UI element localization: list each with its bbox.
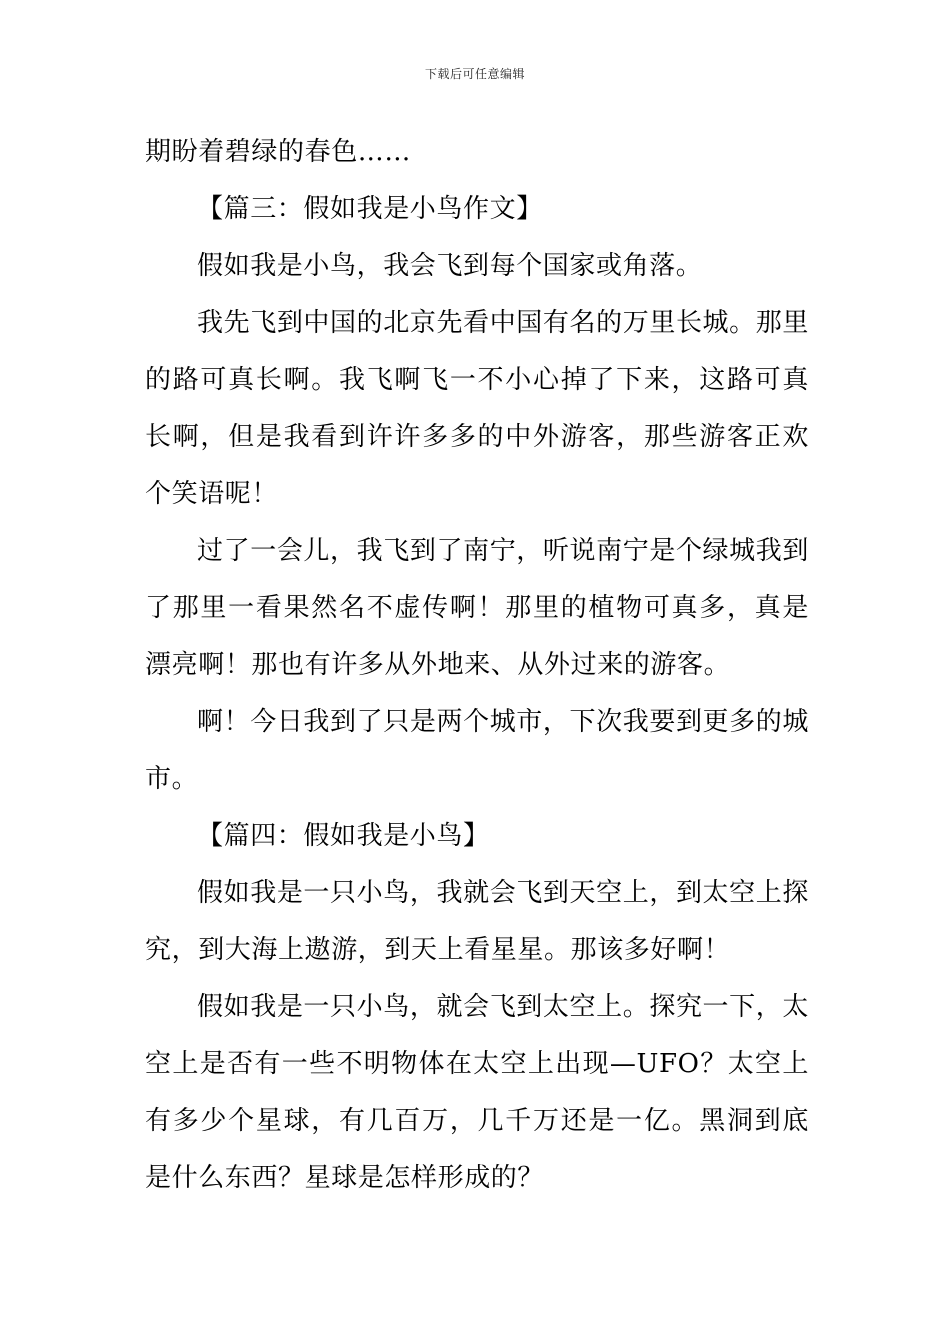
page-header: 下载后可任意编辑: [424, 67, 525, 81]
paragraph: 假如我是一只小鸟，我就会飞到天空上，到太空上探究，到大海上遨游，到天上看星星。那该多好啊！: [145, 878, 809, 965]
document-body: [145, 124, 809, 1207]
paragraph-continuation: 期盼着碧绿的春色……: [145, 137, 412, 167]
paragraph: 我先飞到中国的北京先看中国有名的万里长城。那里的路可真长啊。我飞啊飞一不小心掉了下来，这路可真长啊，但是我看到许许多多的中外游客，那些游客正欢个笑语呢！: [145, 308, 809, 509]
paragraph: 假如我是小鸟，我会飞到每个国家或角落。: [197, 251, 703, 281]
paragraph: 啊！今日我到了只是两个城市，下次我要到更多的城市。: [145, 707, 809, 794]
paragraph: 过了一会儿，我飞到了南宁，听说南宁是个绿城我到了那里一看果然名不虚传啊！那里的植物可真多，真是漂亮啊！那也有许多从外地来、从外过来的游客。: [145, 536, 809, 680]
paragraph: 假如我是一只小鸟，就会飞到太空上。探究一下，太空上是否有一些不明物体在太空上出现—UFO？太空上有多少个星球，有几百万，几千万还是一亿。黑洞到底是什么东西？星球是怎样形成的？: [145, 992, 809, 1193]
section-heading-3: 【篇三：假如我是小鸟作文】: [197, 194, 543, 224]
section-heading-4: 【篇四：假如我是小鸟】: [197, 821, 490, 851]
